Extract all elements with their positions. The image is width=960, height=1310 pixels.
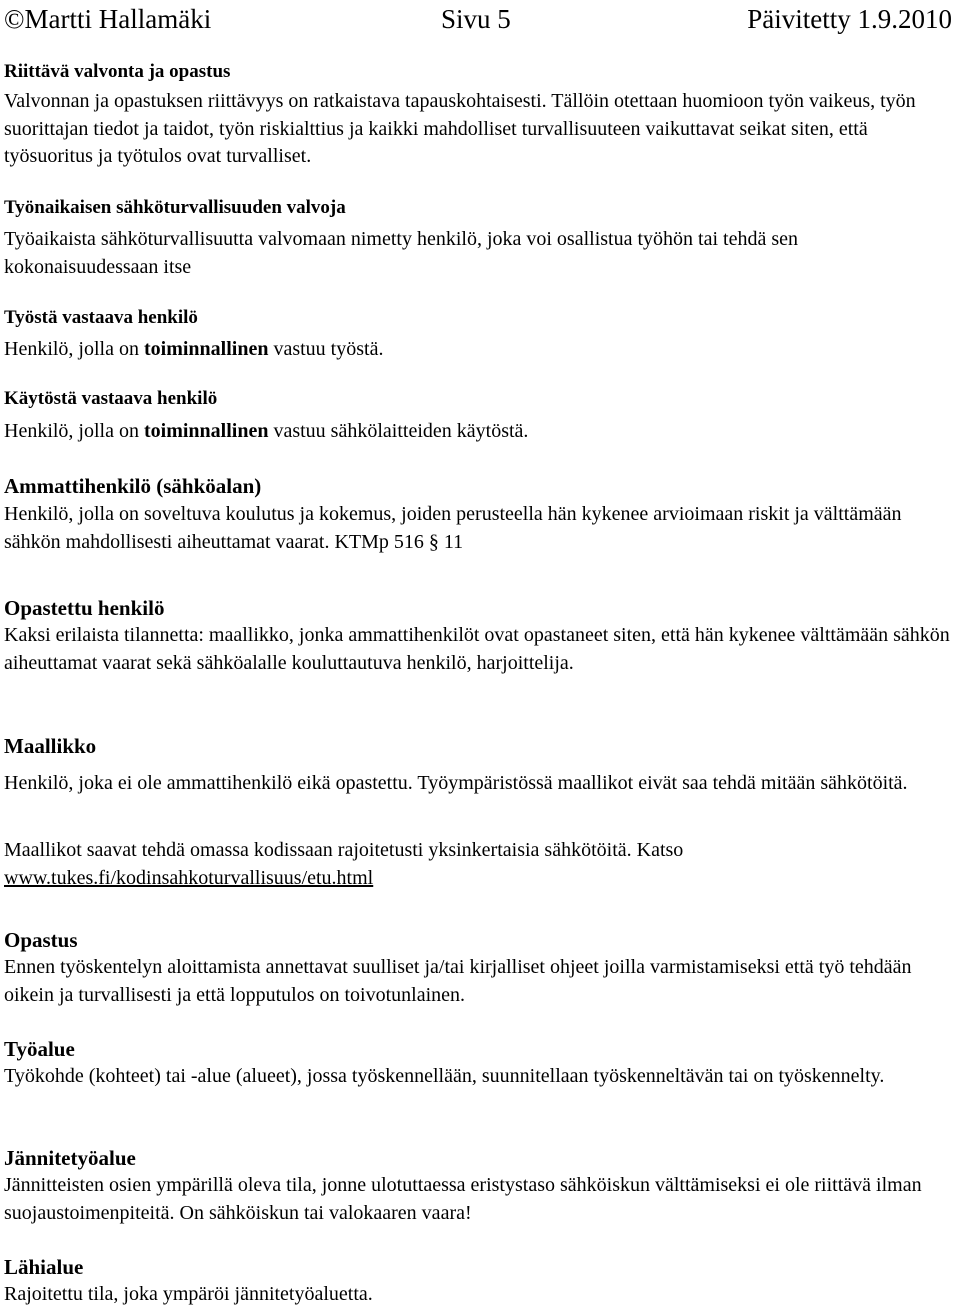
paragraph-tyoalue: Työkohde (kohteet) tai -alue (alueet), jossa työskennellään, suunnitellaan työskenneltävän tai on työskennelty.: [4, 1065, 885, 1087]
paragraph-tyonaikainen-valvoja: Työaikaista sähköturvallisuutta valvomaan nimetty henkilö, joka voi osallistua työhön tai tehdä sen kokonaisuudessaan itse: [4, 228, 798, 278]
updated-date: Päivitetty 1.9.2010: [747, 4, 952, 34]
paragraph-ammattihenkilo: Henkilö, jolla on soveltuva koulutus ja kokemus, joiden perusteella hän kykenee arvioimaan riskit ja välttämään sähkön mahdollisesti aiheuttamat vaarat. KTMp 516 § 11: [4, 503, 902, 553]
heading-maallikko: Maallikko: [4, 734, 97, 758]
text-segment: vastuu sähkölaitteiden käytöstä.: [268, 420, 529, 442]
heading-lahialue: Lähialue: [4, 1255, 84, 1279]
heading-ammattihenkilo: Ammattihenkilö (sähköalan): [4, 474, 262, 498]
text-segment: Henkilö, jolla on: [4, 338, 144, 360]
heading-opastettu-henkilo: Opastettu henkilö: [4, 596, 165, 620]
heading-opastus: Opastus: [4, 928, 78, 952]
heading-riittava-valvonta: Riittävä valvonta ja opastus: [4, 61, 231, 82]
paragraph-lahialue: Rajoitettu tila, joka ympäröi jännitetyöaluetta.: [4, 1283, 373, 1305]
emphasis-toiminnallinen: toiminnallinen: [143, 420, 269, 442]
paragraph-maallikko-2: [4, 837, 952, 892]
emphasis-toiminnallinen: toiminnallinen: [143, 338, 269, 360]
text-segment: Henkilö, jolla on: [4, 420, 144, 442]
page-number: Sivu 5: [441, 4, 511, 34]
author-copyright: ©Martti Hallamäki: [4, 4, 212, 34]
paragraph-opastus: Ennen työskentelyn aloittamista annettavat suulliset ja/tai kirjalliset ohjeet joilla varmistamiseksi että työ tehdään oikein ja turvallisesti ja että lopputulos on toivotunlainen.: [4, 956, 912, 1006]
paragraph-riittava-valvonta: Valvonnan ja opastuksen riittävyys on ratkaistava tapauskohtaisesti. Tällöin otettaan huomioon työn vaikeus, työn suorittajan tiedot ja taidot, työn riskialttius ja kaikki mahdolliset turvallisuuteen vaikuttavat seikat siten, että työsuoritus ja työtulos ovat turvalliset.: [4, 90, 916, 167]
heading-kaytosta-vastaava: Käytöstä vastaava henkilö: [4, 388, 218, 409]
heading-tyosta-vastaava: Työstä vastaava henkilö: [4, 307, 198, 328]
paragraph-opastettu-henkilo: Kaksi erilaista tilannetta: maallikko, jonka ammattihenkilöt ovat opastaneet siten, että hän kykenee välttämään sähkön aiheuttamat vaarat sekä sähköalalle kouluttautuva henkilö, harjoittelija.: [4, 624, 950, 674]
paragraph-tyosta-vastaava: [4, 336, 952, 364]
page-header: [4, 2, 952, 36]
text-segment: Maallikot saavat tehdä omassa kodissaan rajoitetusti yksinkertaisia sähkötöitä. Katso: [4, 839, 684, 861]
paragraph-maallikko-1: Henkilö, joka ei ole ammattihenkilö eikä opastettu. Työympäristössä maallikot eivät saa tehdä mitään sähkötöitä.: [4, 772, 908, 794]
heading-tyonaikainen-valvoja: Työnaikaisen sähköturvallisuuden valvoja: [4, 197, 346, 218]
paragraph-jannitetyoalue: Jännitteisten osien ympärillä oleva tila, jonne ulotuttaessa eristystaso sähköiskun välttämiseksi ei ole riittävä ilman suojaustoimenpiteitä. On sähköiskun tai valokaaren vaara!: [4, 1174, 922, 1224]
text-segment: vastuu työstä.: [268, 338, 384, 360]
heading-jannitetyoalue: Jännitetyöalue: [4, 1146, 136, 1170]
heading-tyoalue: Työalue: [4, 1037, 75, 1061]
tukes-link[interactable]: www.tukes.fi/kodinsahkoturvallisuus/etu.html: [4, 866, 374, 889]
paragraph-kaytosta-vastaava: [4, 418, 952, 446]
